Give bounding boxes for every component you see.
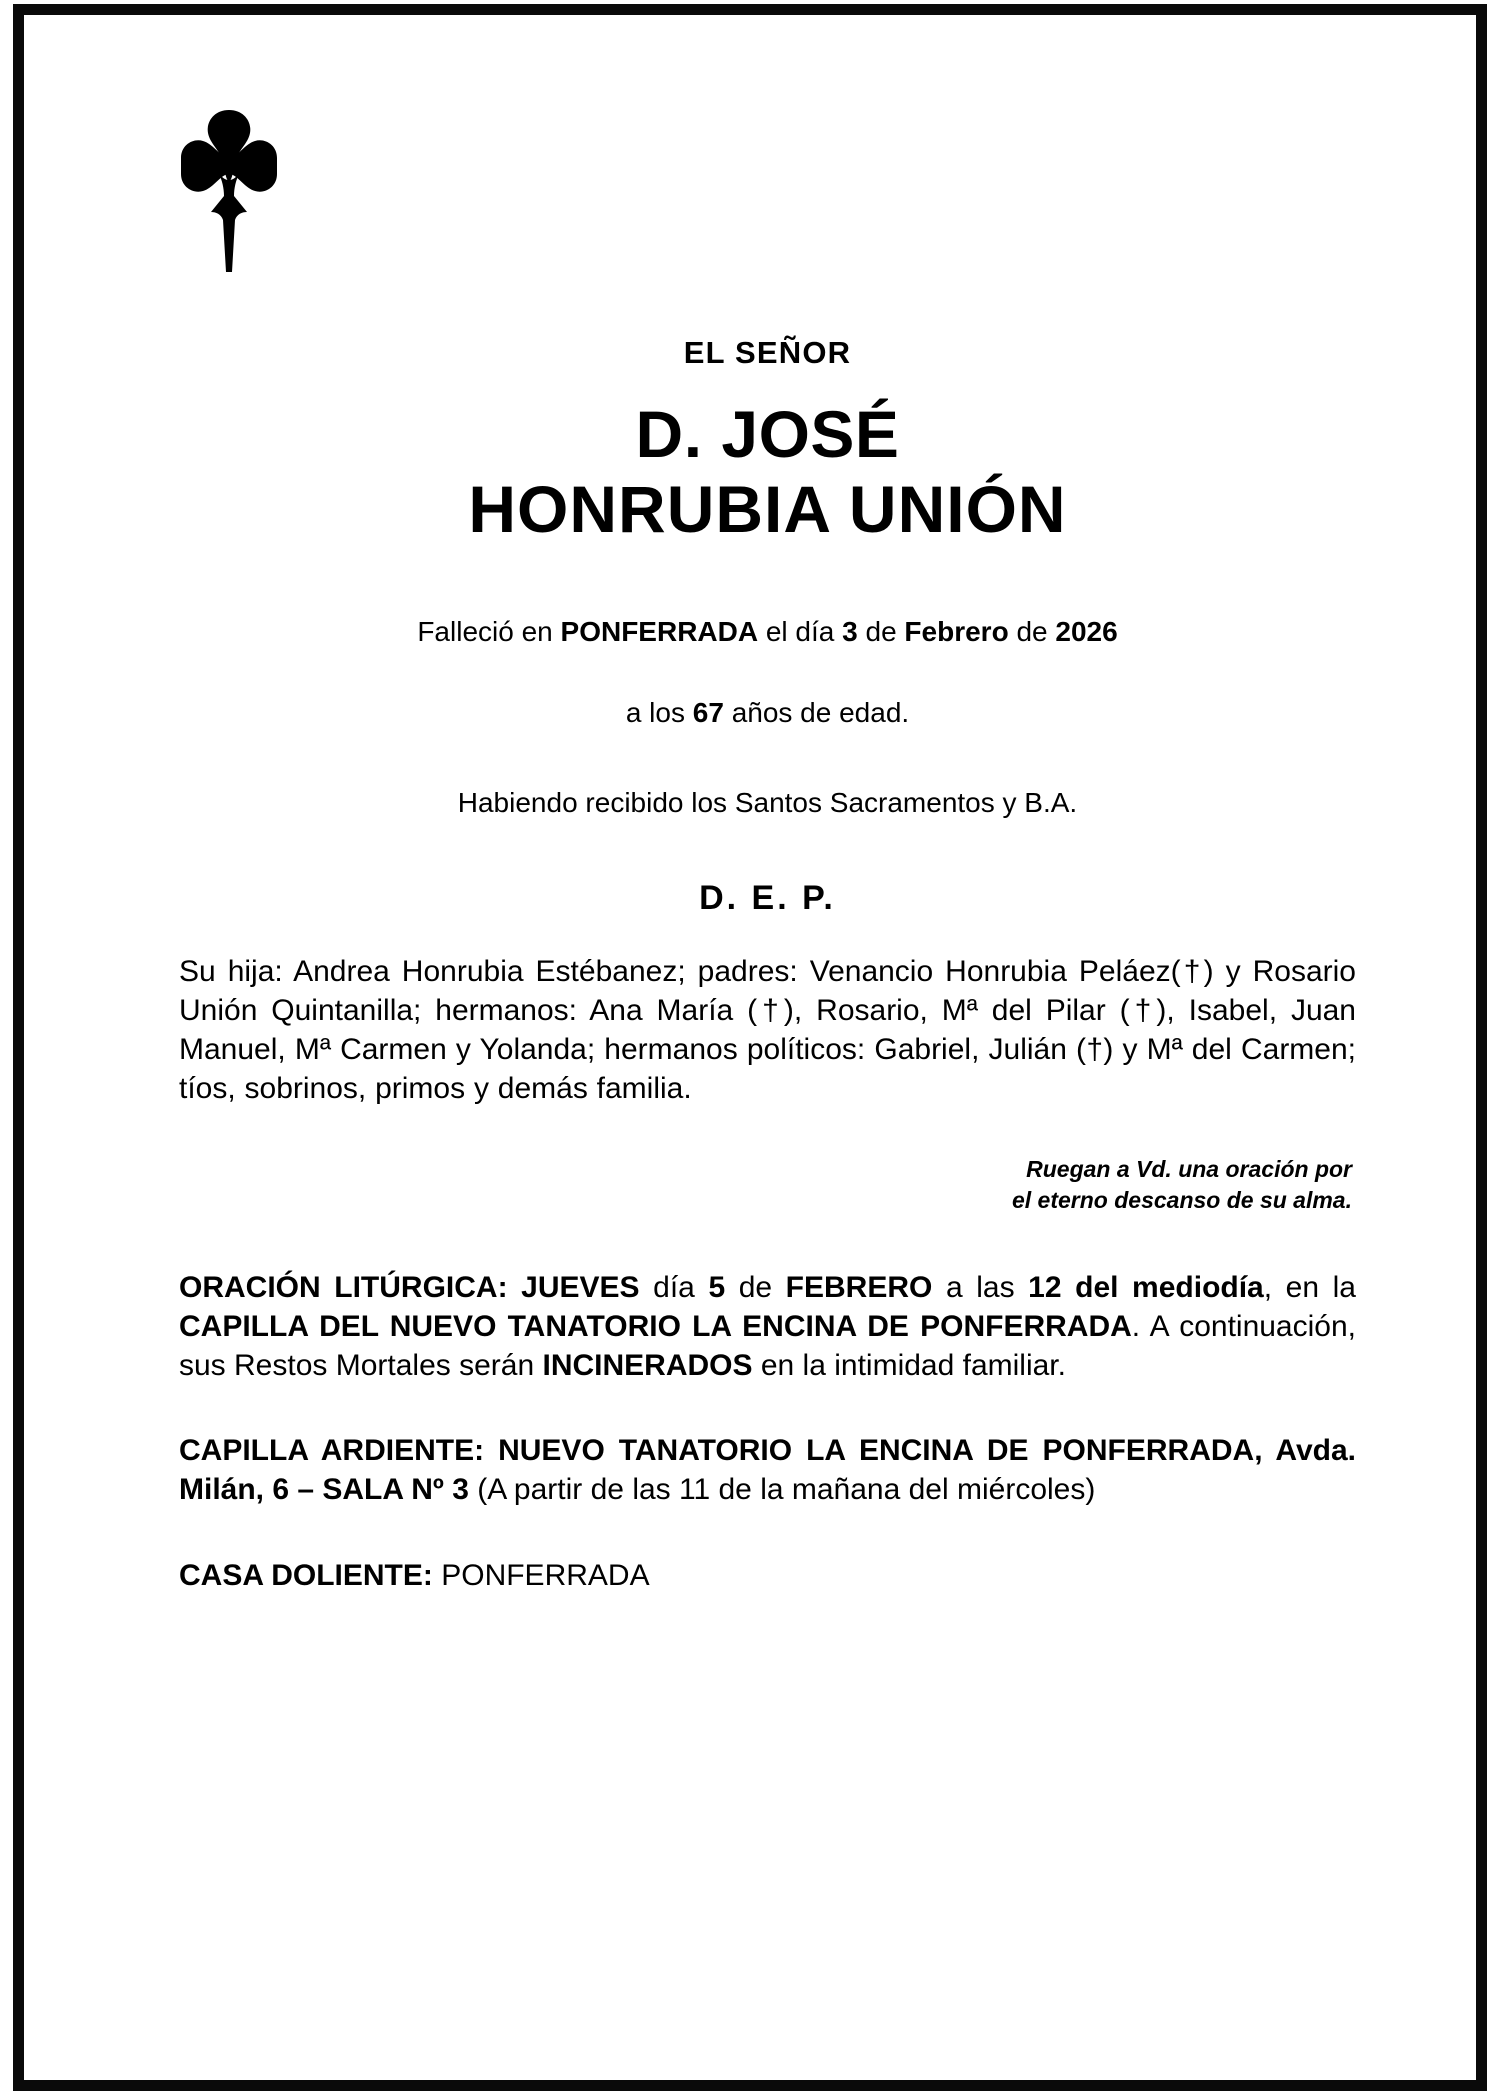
liturgy-weekday: JUEVES <box>507 1270 640 1304</box>
honorific-line: EL SEÑOR <box>683 335 852 370</box>
age-suffix: años de edad. <box>731 696 910 728</box>
mourning-house-place: PONFERRADA <box>432 1558 650 1592</box>
chapel-venue: NUEVO TANATORIO LA ENCINA DE PONFERRADA, Avda. Milán, 6 – SALA Nº 3 <box>179 1433 1356 1506</box>
age-prefix: a los <box>625 696 693 728</box>
chapel-paragraph <box>179 1431 1356 1509</box>
notice-content <box>179 335 1356 1593</box>
chapel-hours: (A partir de las 11 de la mañana del miércoles) <box>468 1472 1096 1506</box>
page-inner-area <box>24 15 1476 2080</box>
age-value: 67 <box>692 696 724 728</box>
prayer-line-1: Ruegan a Vd. una oración por <box>1026 1155 1352 1182</box>
day-label: el día <box>758 616 843 648</box>
liturgy-after-text: . A continuación, sus Restos Mortales serán <box>179 1309 1356 1382</box>
liturgy-label: ORACIÓN LITÚRGICA: <box>179 1270 508 1304</box>
prayer-request <box>179 1154 1356 1216</box>
liturgy-month-label: de <box>725 1270 786 1304</box>
liturgy-closing: en la intimidad familiar. <box>752 1348 1066 1382</box>
dep-line: D. E. P. <box>699 878 836 917</box>
month-label: de <box>857 616 905 648</box>
liturgy-paragraph <box>179 1268 1356 1385</box>
death-day: 3 <box>842 616 858 648</box>
liturgy-time: 12 <box>1028 1270 1062 1304</box>
family-paragraph: Su hija: Andrea Honrubia Estébanez; padres: Venancio Honrubia Peláez(†) y Rosario Unión Quintanilla; hermanos: Ana María (†), Rosario, Mª del Pilar (†), Isabel, Juan Manuel, Mª Carmen y Yolanda; hermanos políticos: Gabriel, Julián (†) y Mª del Carmen; tíos, sobrinos, primos y demás familia. <box>179 954 1356 1105</box>
liturgy-day: 5 <box>708 1270 726 1304</box>
budded-cross-icon <box>164 100 294 275</box>
liturgy-time-label: a las <box>932 1270 1029 1304</box>
death-month: Febrero <box>904 616 1009 648</box>
mourning-house-label: CASA DOLIENTE: <box>179 1558 433 1592</box>
age-line <box>179 697 1356 729</box>
liturgy-day-label: día <box>639 1270 709 1304</box>
liturgy-venue: CAPILLA DEL NUEVO TANATORIO LA ENCINA DE PONFERRADA <box>179 1309 1132 1343</box>
death-year: 2026 <box>1055 616 1118 648</box>
chapel-label: CAPILLA ARDIENTE: <box>179 1433 485 1467</box>
liturgy-time-suffix: del mediodía <box>1061 1270 1264 1304</box>
year-label: de <box>1008 616 1056 648</box>
deceased-name-line1: D. JOSÉ <box>635 397 900 471</box>
liturgy-disposition: INCINERADOS <box>542 1348 753 1382</box>
deceased-name <box>179 397 1356 546</box>
prayer-line-2: el eterno descanso de su alma. <box>1011 1186 1352 1213</box>
sacraments-line: Habiendo recibido los Santos Sacramentos y B.A. <box>457 786 1078 818</box>
mourning-house-paragraph <box>179 1559 1356 1593</box>
death-line <box>179 614 1356 650</box>
liturgy-place-label: , en la <box>1263 1270 1356 1304</box>
liturgy-month: FEBRERO <box>785 1270 933 1304</box>
deceased-name-line2: HONRUBIA UNIÓN <box>468 471 1067 546</box>
death-place: PONFERRADA <box>560 616 759 648</box>
died-prefix: Falleció en <box>417 616 561 648</box>
